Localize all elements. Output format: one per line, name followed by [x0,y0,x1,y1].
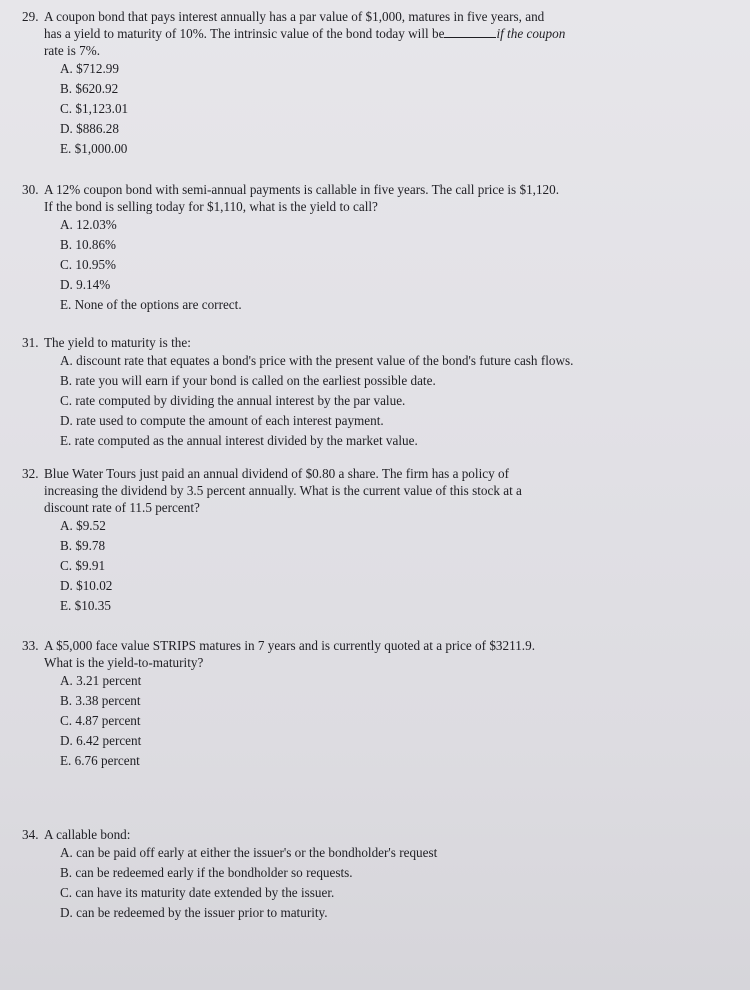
stem-line: A callable bond: [44,827,131,842]
option-b[interactable]: B. 10.86% [60,237,117,252]
question-33 [22,637,722,771]
stem-line: rate is 7%. [44,43,101,58]
question-30 [22,181,722,315]
option-b[interactable]: B. can be redeemed early if the bondholder so requests. [60,865,353,880]
stem-line: discount rate of 11.5 percent? [44,500,200,515]
question-text [44,8,722,59]
option-d[interactable]: D. $10.02 [60,578,113,593]
question-stem [22,181,722,215]
stem-line: A coupon bond that pays interest annually has a par value of $1,000, matures in five years, and [44,9,545,24]
option-b[interactable]: B. rate you will earn if your bond is called on the earliest possible date. [60,373,436,388]
question-text [44,637,722,671]
option-c[interactable]: C. 4.87 percent [60,713,141,728]
option-b[interactable]: B. $9.78 [60,538,106,553]
question-31 [22,334,722,451]
option-a[interactable]: A. discount rate that equates a bond's price with the present value of the bond's future cash flows. [60,353,574,368]
question-text [44,826,722,843]
question-stem [22,8,722,59]
option-c[interactable]: C. $1,123.01 [60,101,129,116]
option-e[interactable]: E. None of the options are correct. [60,297,242,312]
question-stem [22,465,722,516]
stem-line: A $5,000 face value STRIPS matures in 7 years and is currently quoted at a price of $3211.9. [44,638,535,653]
question-number: 29. [22,9,39,24]
answer-blank [444,25,496,38]
stem-line: What is the yield-to-maturity? [44,655,204,670]
option-d[interactable]: D. rate used to compute the amount of each interest payment. [60,413,384,428]
question-stem [22,826,722,843]
option-d[interactable]: D. can be redeemed by the issuer prior to maturity. [60,905,328,920]
option-a[interactable]: A. $712.99 [60,61,119,76]
option-e[interactable]: E. rate computed as the annual interest divided by the market value. [60,433,418,448]
option-a[interactable]: A. $9.52 [60,518,106,533]
option-a[interactable]: A. can be paid off early at either the issuer's or the bondholder's request [60,845,438,860]
question-number: 30. [22,182,39,197]
option-e[interactable]: E. $10.35 [60,598,111,613]
question-number: 31. [22,335,39,350]
question-stem [22,637,722,671]
option-c[interactable]: C. can have its maturity date extended by the issuer. [60,885,335,900]
stem-line-text: has a yield to maturity of 10%. The intrinsic value of the bond today will be [44,26,445,41]
question-text [44,181,722,215]
answer-options [60,671,722,771]
stem-line [44,25,722,42]
question-number: 32. [22,466,39,481]
stem-line: If the bond is selling today for $1,110, what is the yield to call? [44,199,378,214]
stem-line: A 12% coupon bond with semi-annual payments is callable in five years. The call price is $1,120. [44,182,560,197]
option-a[interactable]: A. 12.03% [60,217,117,232]
option-d[interactable]: D. 6.42 percent [60,733,142,748]
answer-options [60,843,722,923]
stem-line: increasing the dividend by 3.5 percent annually. What is the current value of this stock at a [44,483,522,498]
answer-options [60,516,722,616]
answer-options [60,215,722,315]
question-text [44,334,722,351]
option-c[interactable]: C. $9.91 [60,558,106,573]
option-c[interactable]: C. 10.95% [60,257,117,272]
option-d[interactable]: D. 9.14% [60,277,111,292]
question-29 [22,8,722,159]
option-e[interactable]: E. $1,000.00 [60,141,128,156]
option-b[interactable]: B. 3.38 percent [60,693,141,708]
question-stem [22,334,722,351]
option-b[interactable]: B. $620.92 [60,81,119,96]
stem-line-italic: if the coupon [496,26,566,41]
option-e[interactable]: E. 6.76 percent [60,753,140,768]
question-32 [22,465,722,616]
question-text [44,465,722,516]
answer-options [60,59,722,159]
question-number: 34. [22,827,39,842]
option-d[interactable]: D. $886.28 [60,121,119,136]
stem-line: The yield to maturity is the: [44,335,191,350]
option-a[interactable]: A. 3.21 percent [60,673,142,688]
option-c[interactable]: C. rate computed by dividing the annual interest by the par value. [60,393,406,408]
stem-line: Blue Water Tours just paid an annual dividend of $0.80 a share. The firm has a policy of [44,466,509,481]
question-number: 33. [22,638,39,653]
answer-options [60,351,722,451]
question-34 [22,826,722,923]
